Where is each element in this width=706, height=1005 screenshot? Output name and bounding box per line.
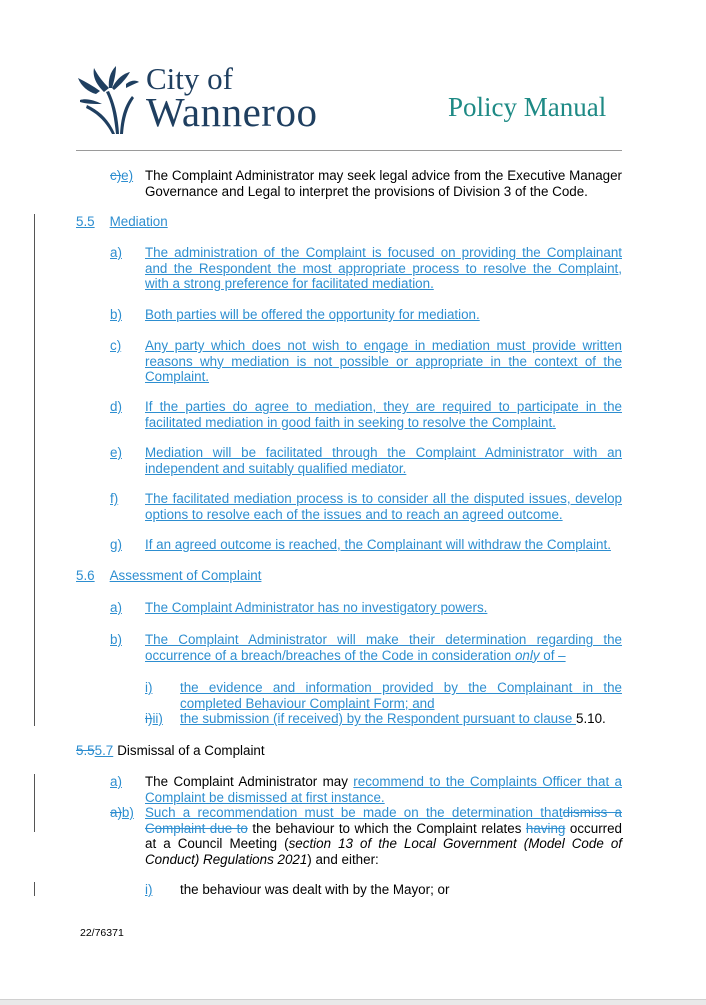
- dismissal-item-b-label: a)b): [110, 805, 134, 820]
- assessment-item-a-label: a): [110, 600, 122, 615]
- page-bottom-edge: [0, 999, 706, 1005]
- policy-manual-title: Policy Manual: [448, 92, 607, 122]
- dismissal-item-a-label: a): [110, 774, 122, 789]
- document-reference: 22/76371: [80, 927, 124, 939]
- assessment-item-a-text: The Complaint Administrator has no investigatory powers.: [145, 600, 488, 615]
- mediation-item-a-label: a): [110, 245, 122, 260]
- dismissal-item-b-text: Such a recommendation must be made on the determination thatdismiss a Complaint due to the behaviour to which the Complaint relates having occurred at a Council Meeting (section 13 of the Local Government (Model Code of Conduct) Regulations 2021) and either:: [145, 805, 623, 867]
- item-e-label: c)e): [110, 168, 134, 183]
- dismissal-sub-i-label: i): [145, 882, 153, 897]
- section-5-6-number: 5.6: [76, 568, 95, 583]
- mediation-item-c-text: Any party which does not wish to engage in mediation must provide written reasons why mediation is not possible or appropriate in the context of the Complaint.: [145, 338, 622, 384]
- assessment-sub-ii-text: the submission (if received) by the Respondent pursuant to clause 5.10.: [180, 711, 606, 726]
- mediation-item-b-text: Both parties will be offered the opportunity for mediation.: [145, 307, 480, 322]
- mediation-item-f-text: The facilitated mediation process is to consider all the disputed issues, develop options to resolve each of the issues and to reach an agreed outcome.: [145, 491, 622, 522]
- section-5-7-number-deleted: 5.5: [76, 743, 95, 758]
- clause-reference: 5.10.: [576, 711, 606, 726]
- section-5-6-heading: [76, 568, 261, 584]
- logo-city-text: City of: [146, 61, 233, 96]
- section-5-7-title: Dismissal of a Complaint: [117, 743, 265, 758]
- section-5-5-title: Mediation: [109, 214, 168, 229]
- dismissal-sub-i-text: the behaviour was dealt with by the Mayor; or: [180, 882, 450, 897]
- mediation-item-f-label: f): [110, 491, 119, 506]
- item-e-text: The Complaint Administrator may seek legal advice from the Executive Manager Governance and Legal to interpret the provisions of Division 3 of the Code.: [145, 168, 622, 199]
- logo-wanneroo-text: Wanneroo: [146, 89, 318, 135]
- section-5-7-heading: [76, 743, 265, 759]
- mediation-item-g-text: If an agreed outcome is reached, the Complainant will withdraw the Complaint.: [145, 537, 611, 552]
- header-divider: [76, 150, 622, 151]
- mediation-item-g-label: g): [110, 537, 122, 552]
- section-5-6-title: Assessment of Complaint: [109, 568, 262, 583]
- mediation-item-c-label: c): [110, 338, 122, 353]
- mediation-item-e-label: e): [110, 445, 122, 460]
- change-bar: [34, 774, 35, 832]
- section-5-5-heading: [76, 214, 168, 230]
- city-of-wanneroo-logo: [76, 62, 326, 134]
- section-5-7-number: 5.7: [94, 743, 114, 758]
- flower-emblem-icon: [76, 64, 140, 136]
- mediation-item-e-text: Mediation will be facilitated through the Complaint Administrator with an independent and suitably qualified mediator.: [145, 445, 622, 476]
- mediation-item-d-text: If the parties do agree to mediation, they are required to participate in the facilitated mediation in good faith in seeking to resolve the Complaint.: [145, 399, 622, 430]
- assessment-sub-ii-label: i)ii): [145, 711, 163, 726]
- assessment-sub-i-text: the evidence and information provided by the Complainant in the completed Behaviour Complaint Form; and: [180, 680, 622, 711]
- only-emphasis: only: [514, 647, 540, 663]
- mediation-item-b-label: b): [110, 307, 122, 322]
- mediation-item-a-text: The administration of the Complaint is focused on providing the Complainant and the Respondent the most appropriate process to resolve the Complaint, with a strong preference for facilitated mediation.: [145, 245, 622, 291]
- change-bar: [34, 882, 35, 896]
- change-bar: [34, 214, 35, 726]
- regulation-citation: section 13 of the Local Government (Model Code of Conduct) Regulations 2021: [145, 836, 622, 867]
- assessment-item-b-label: b): [110, 632, 122, 647]
- assessment-sub-i-label: i): [145, 680, 153, 695]
- dismissal-item-a-text: The Complaint Administrator may recommend to the Complaints Officer that a Complaint be dismissed at first instance.: [145, 774, 622, 805]
- section-5-5-number: 5.5: [76, 214, 95, 229]
- mediation-item-d-label: d): [110, 399, 122, 414]
- assessment-item-b-text: The Complaint Administrator will make their determination regarding the occurrence of a breach/breaches of the Code in consideration only of –: [145, 632, 622, 663]
